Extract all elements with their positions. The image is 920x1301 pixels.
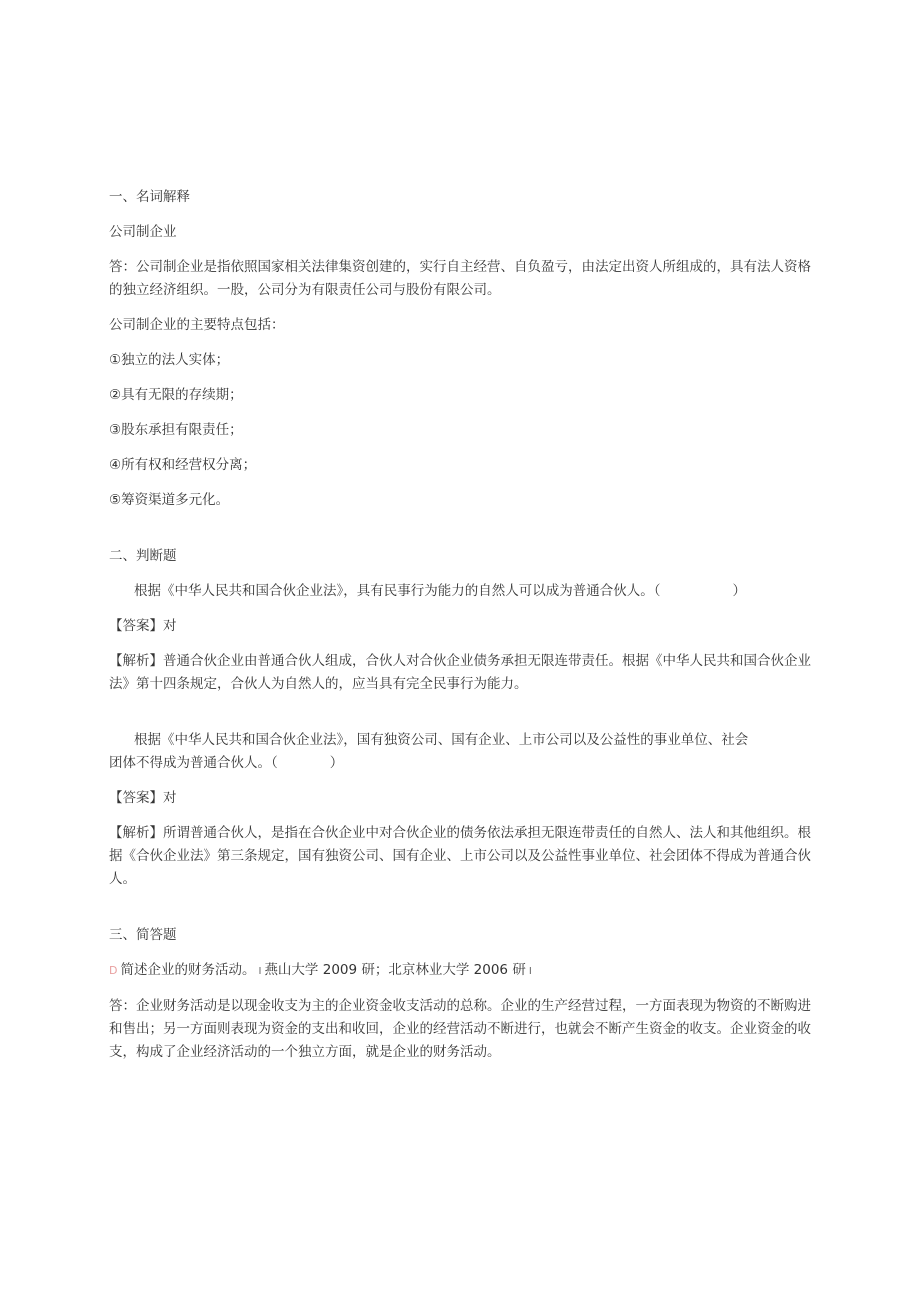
source-separator-end: I <box>528 966 532 977</box>
document-page <box>109 186 811 1076</box>
judgement-answer-1: 【答案】对 <box>109 618 177 634</box>
features-intro: 公司制企业的主要特点包括： <box>109 317 285 333</box>
judgement-question-2 <box>109 729 811 775</box>
term-answer: 答：公司制企业是指依照国家相关法律集资创建的，实行自主经营、自负盈亏，由法定出资人所组成的，具有法人资格的独立经济组织。一股，公司分为有限责任公司与股份有限公司。 <box>109 259 811 298</box>
bracket-close: ） <box>329 755 344 771</box>
source-separator: I <box>258 966 262 977</box>
question-text: 简述企业的财务活动。 <box>120 962 256 978</box>
judgement-analysis-2: 【解析】所谓普通合伙人，是指在合伙企业中对合伙企业的债务依法承担无限连带责任的自然人、法人和其他组织。根据《合伙企业法》第三条规定，国有独资公司、国有企业、上市公司以及公益性事业单位、社会团体不得成为普通合伙人。 <box>109 825 811 887</box>
feature-item: ①独立的法人实体； <box>109 352 230 368</box>
short-answer-text: 答：企业财务活动是以现金收支为主的企业资金收支活动的总称。企业的生产经营过程，一方面表现为物资的不断购进和售出；另一方面则表现为资金的支出和收回，企业的经营活动不断进行，也就会不断产生资金的收支。企业资金的收支，构成了企业经济活动的一个独立方面，就是企业的财务活动。 <box>109 998 811 1060</box>
feature-item: ③股东承担有限责任； <box>109 422 243 438</box>
section-title-judgement: 二、判断题 <box>109 548 177 564</box>
section-title-short-answer: 三、简答题 <box>109 927 177 943</box>
feature-item: ⑤筹资渠道多元化。 <box>109 492 230 508</box>
question-text: 根据《中华人民共和国合伙企业法》，具有民事行为能力的自然人可以成为普通合伙人。（ <box>134 583 661 599</box>
judgement-answer-2: 【答案】对 <box>109 790 177 806</box>
term-heading: 公司制企业 <box>109 224 177 240</box>
judgement-question-1 <box>109 580 811 603</box>
feature-item: ②具有无限的存续期； <box>109 387 243 403</box>
short-answer-question <box>109 959 811 983</box>
question-text: 根据《中华人民共和国合伙企业法》，国有独资公司、国有企业、上市公司以及公益性的事业单位、社会团体不得成为普通合伙人。（ <box>109 732 749 771</box>
bracket-close: ） <box>732 583 746 599</box>
judgement-analysis-1: 【解析】普通合伙企业由普通合伙人组成，合伙人对合伙企业债务承担无限连带责任。根据《中华人民共和国合伙企业法》第十四条规定，合伙人为自然人的，应当具有完全民事行为能力。 <box>109 653 811 692</box>
section-title-definitions: 一、名词解释 <box>109 189 190 205</box>
feature-item: ④所有权和经营权分离； <box>109 457 257 473</box>
question-source: 燕山大学 2009 研；北京林业大学 2006 研 <box>264 962 526 978</box>
list-marker: D <box>109 964 118 977</box>
